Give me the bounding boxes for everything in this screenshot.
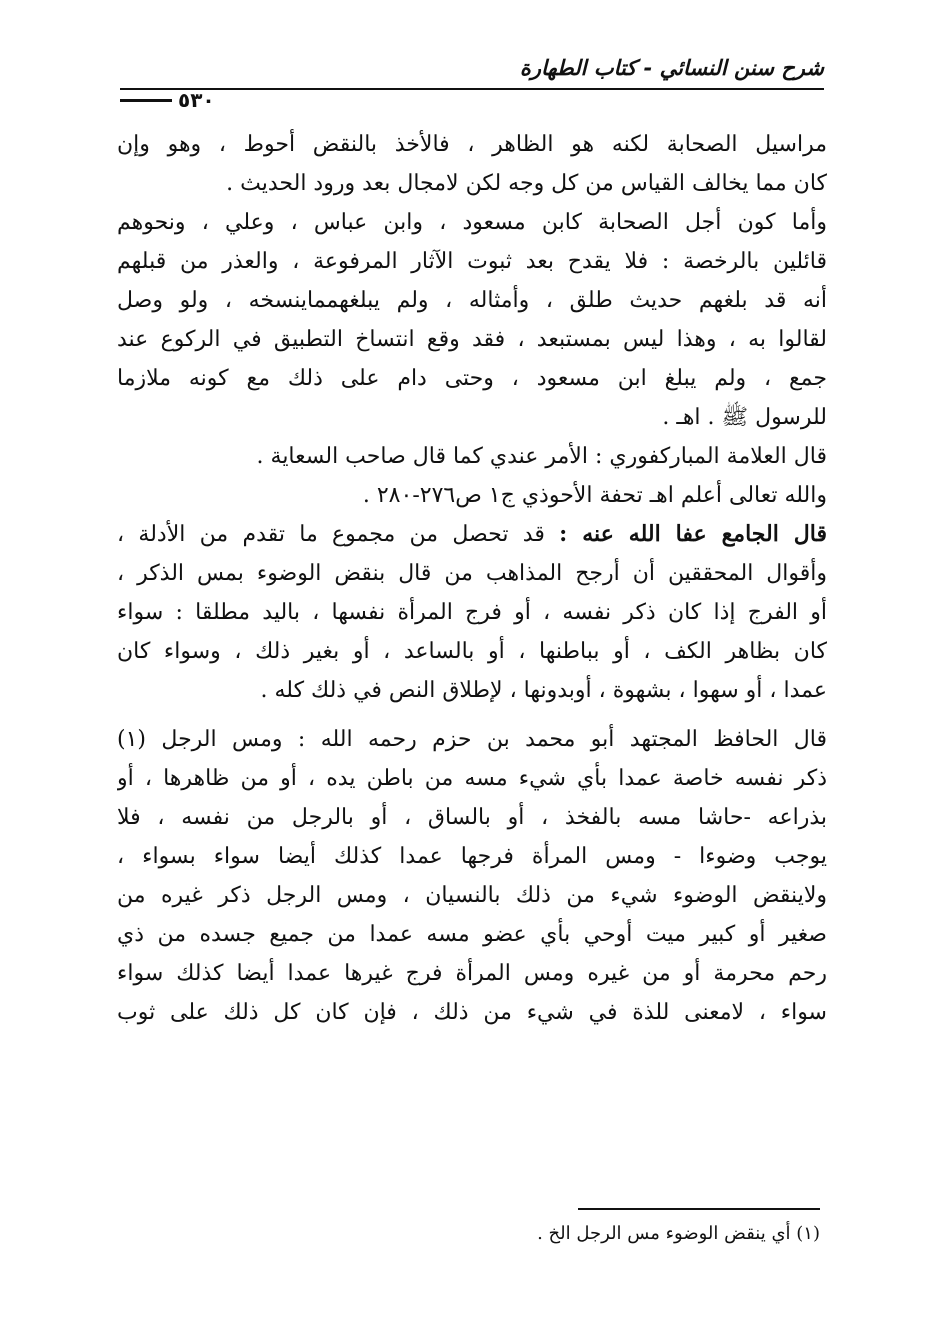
- text-line: قال الحافظ المجتهد أبو محمد بن حزم رحمه الله : ومس الرجل (١): [117, 727, 827, 752]
- text-line: أنه قد بلغهم حديث طلق ، وأمثاله ، ولم يبلغهمماينسخه ، ولو وصل: [117, 288, 827, 313]
- paragraph-gap: [117, 710, 827, 720]
- text-line: أو الفرج إذا كان ذكر نفسه ، أو فرج المرأة نفسها ، باليد مطلقا : سواء: [117, 600, 827, 625]
- text-line: كان بظاهر الكف ، أو بباطنها ، أو بالساعد ، أو بغير ذلك ، وسواء كان: [117, 639, 827, 664]
- text-line: صغير أو كبير ميت أوحي بأي عضو مسه عمدا من جميع جسده من ذي: [117, 922, 827, 947]
- running-header: [120, 52, 824, 110]
- footnote: (١) أي ينقض الوضوء مس الرجل الخ .: [537, 1223, 820, 1244]
- running-title: شرح سنن النسائي - كتاب الطهارة: [519, 56, 824, 80]
- text-line: رحم محرمة أو من غيره ومس المرأة فرج غيرها عمدا أيضا كذلك سواء: [117, 961, 827, 986]
- text-line: وأما كون أجل الصحابة كابن مسعود ، وابن عباس ، وعلي ، ونحوهم: [117, 210, 827, 235]
- text-line: عمدا ، أو سهوا ، بشهوة ، أوبدونها ، لإطلاق النص في ذلك كله .: [260, 678, 827, 703]
- page-number: ٥٣٠: [178, 88, 215, 112]
- footnote-rule: [578, 1208, 820, 1210]
- text-line: للرسول ﷺ . اهـ .: [662, 405, 827, 430]
- main-text: [117, 125, 827, 1032]
- text-line: قال العلامة المباركفوري : الأمر عندي كما قال صاحب السعاية .: [256, 444, 827, 469]
- text-line: جمع ، ولم يبلغ ابن مسعود ، وحتى دام على ذلك مع كونه ملازما: [117, 366, 827, 391]
- text-line: قائلين بالرخصة : فلا يقدح بعد ثبوت الآثار المرفوعة ، والعذر من قبلهم: [117, 249, 827, 274]
- text-line: وأقوال المحققين أن أرجح المذاهب من قال بنقض الوضوء بمس الذكر ،: [117, 561, 827, 586]
- paragraph: [117, 203, 827, 437]
- text-line: سواء ، لامعنى للذة في شيء من ذلك ، فإن كان كل ذلك على ثوب: [117, 1000, 827, 1025]
- paragraph: [117, 720, 827, 1032]
- text-line: لقالوا به ، وهذا ليس بمستبعد ، فقد وقع انتساخ التطبيق في الركوع عند: [117, 327, 827, 352]
- page-number-block: [120, 90, 215, 110]
- text-line: يوجب وضوءا - ومس المرأة فرجها عمدا كذلك أيضا سواء بسواء ،: [117, 844, 827, 869]
- text-line: بذراعه -حاشا مسه بالفخذ ، أو بالساق ، أو بالرجل من نفسه ، فلا: [117, 805, 827, 830]
- text-line: ذكر نفسه خاصة عمدا بأي شيء مسه من باطن يده ، أو من ظاهرها ، أو: [117, 766, 827, 791]
- text-line: مراسيل الصحابة لكنه هو الظاهر ، فالأخذ بالنقض أحوط ، وهو وإن: [117, 132, 827, 157]
- text-line: ولاينقض الوضوء شيء من ذلك بالنسيان ، ومس الرجل ذكر غيره من: [117, 883, 827, 908]
- text-line: كان مما يخالف القياس من كل وجه لكن لامجال بعد ورود الحديث .: [226, 171, 827, 196]
- header-rule: [120, 88, 824, 90]
- page-number-dash: [120, 99, 172, 102]
- paragraph: [117, 515, 827, 710]
- paragraph-lead: قال الجامع عفا الله عنه :: [559, 521, 827, 547]
- text-line: والله تعالى أعلم اهـ تحفة الأحوذي ج١ ص٢٧٦-٢٨٠ .: [362, 483, 827, 508]
- paragraph: [117, 437, 827, 515]
- paragraph: [117, 125, 827, 203]
- text-fragment: قد تحصل من مجموع ما تقدم من الأدلة ،: [117, 522, 545, 547]
- text-line: [117, 515, 827, 554]
